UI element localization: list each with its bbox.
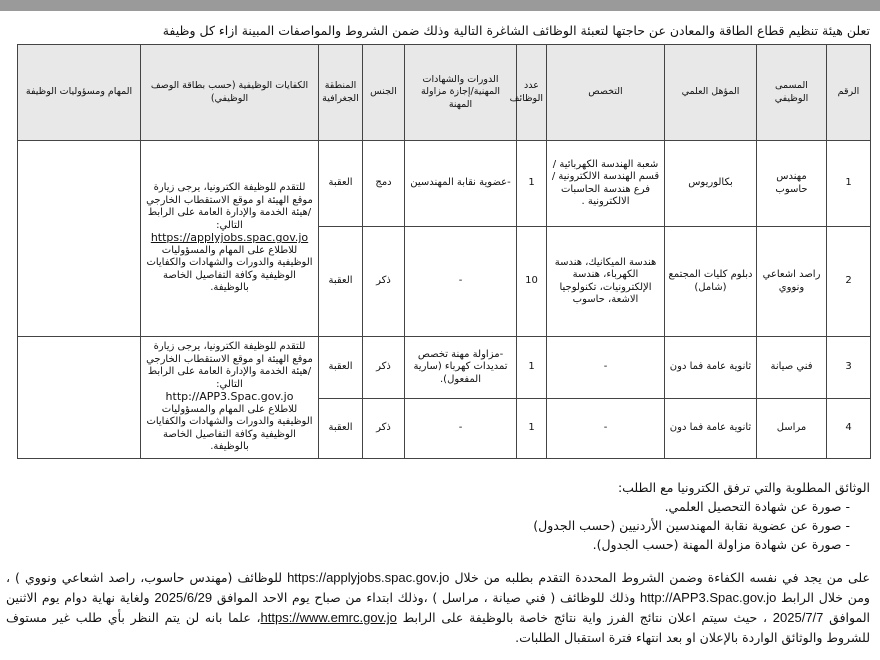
tasks-cell — [18, 141, 141, 337]
row-specialty: - — [547, 337, 665, 399]
row-qualification: بكالوريوس — [665, 141, 757, 227]
emrc-link[interactable]: https://www.emrc.gov.jo — [260, 610, 397, 625]
header-count: عدد الوظائف — [517, 45, 547, 141]
row-qualification: ثانوية عامة فما دون — [665, 399, 757, 459]
start-date: 2025/6/29 — [154, 590, 213, 605]
list-item: - صورة عن شهادة التحصيل العلمي. — [12, 497, 850, 516]
row-courses: - — [405, 399, 517, 459]
end-date: 2025/7/7 — [772, 610, 824, 625]
closing-text-6: ، علما بانه لن يتم النظر بأي طلب غير مستوف للشروط والوثائق الواردة بالإعلان او بعد انتهاء فترة استقبال الطلبات. — [6, 610, 870, 645]
documents-heading: الوثائق المطلوبة والتي ترفق الكترونيا مع الطلب: — [617, 480, 870, 495]
row-num: 4 — [827, 399, 871, 459]
closing-text-5: ، حيث سيتم اعلان نتائج الفرز واية نتائج خاصة بالوظيفة على الرابط — [402, 610, 768, 625]
row-region: العقبة — [319, 141, 363, 227]
table-row — [18, 141, 871, 227]
closing-text-2: للوظائف (مهندس حاسوب، راصد اشعاعي ونووي ) ، ومن خلال الرابط — [6, 570, 870, 605]
row-courses: - — [405, 227, 517, 337]
apply-instructions-text: للتقدم للوظيفة الكترونيا، يرجى زيارة موقع الهيئة او موقع الاستقطاب الخارجي /هيئة الخدمة والإدارة العامة على الرابط التالي: — [146, 182, 313, 231]
header-region: المنطقة الجغرافية — [319, 45, 363, 141]
row-num: 2 — [827, 227, 871, 337]
apply-details-text: للاطلاع على المهام والمسؤوليات الوظيفية والدورات والشهادات والكفايات الوظيفية وكافة التفاصيل الخاصة بالوظيفة. — [146, 403, 313, 453]
row-gender: ذكر — [363, 399, 405, 459]
row-num: 3 — [827, 337, 871, 399]
table-row — [18, 337, 871, 399]
header-gender: الجنس — [363, 45, 405, 141]
announcement-intro: تعلن هيئة تنظيم قطاع الطاقة والمعادن عن حاجتها لتعبئة الوظائف الشاغرة التالية وذلك ضمن الشروط والمواصفات المبينة ازاء كل وظيفة — [162, 23, 870, 38]
row-gender: ذكر — [363, 227, 405, 337]
header-title: المسمى الوظيفي — [757, 45, 827, 141]
row-gender: ذكر — [363, 337, 405, 399]
closing-text-1: على من يجد في نفسه الكفاءة وضمن الشروط المحددة التقدم بطلبه من خلال — [454, 570, 870, 585]
row-region: العقبة — [319, 399, 363, 459]
documents-list — [12, 497, 870, 554]
header-courses: الدورات والشهادات المهنية/إجازة مزاولة المهنة — [405, 45, 517, 141]
apply-instructions-cell — [141, 337, 319, 459]
row-region: العقبة — [319, 227, 363, 337]
row-num: 1 — [827, 141, 871, 227]
applyjobs-link[interactable]: https://applyjobs.spac.gov.jo — [287, 570, 450, 585]
header-qualification: المؤهل العلمي — [665, 45, 757, 141]
row-specialty: - — [547, 399, 665, 459]
row-specialty: هندسة الميكانيك، هندسة الكهرباء، هندسة الإلكترونيات، تكنولوجيا الاشعة، حاسوب — [547, 227, 665, 337]
header-specialty: التخصص — [547, 45, 665, 141]
row-title: فني صيانة — [757, 337, 827, 399]
list-item: - صورة عن عضوية نقابة المهندسين الأردنيين (حسب الجدول) — [12, 516, 850, 535]
closing-text-4: ولغاية نهاية دوام يوم الاثنين الموافق — [6, 590, 870, 625]
row-count: 1 — [517, 141, 547, 227]
row-courses: -عضوية نقابة المهندسين — [405, 141, 517, 227]
list-item: - صورة عن شهادة مزاولة المهنة (حسب الجدول). — [12, 535, 850, 554]
row-title: مراسل — [757, 399, 827, 459]
tasks-cell — [18, 337, 141, 459]
app3-link[interactable]: http://APP3.Spac.gov.jo — [639, 590, 777, 605]
row-region: العقبة — [319, 337, 363, 399]
header-competencies: الكفايات الوظيفية (حسب بطاقة الوصف الوظيفي) — [141, 45, 319, 141]
apply-link[interactable]: https://applyjobs.spac.gov.jo — [150, 231, 309, 245]
required-documents — [12, 478, 870, 554]
row-qualification: دبلوم كليات المجتمع (شامل) — [665, 227, 757, 337]
apply-instructions-text: للتقدم للوظيفة الكترونيا، يرجى زيارة موقع الهيئة او موقع الاستقطاب الخارجي /هيئة الخدمة والإدارة العامة على الرابط التالي: — [146, 341, 313, 390]
row-gender: دمج — [363, 141, 405, 227]
jobs-table — [17, 44, 871, 459]
header-num: الرقم — [827, 45, 871, 141]
closing-text-3: وذلك للوظائف ( فني صيانة ، مراسل ) ،وذلك ابتداء من صباح يوم الاحد الموافق — [216, 590, 636, 605]
row-title: راصد اشعاعي ونووي — [757, 227, 827, 337]
top-banner-strip — [0, 0, 880, 11]
row-title: مهندس حاسوب — [757, 141, 827, 227]
row-qualification: ثانوية عامة فما دون — [665, 337, 757, 399]
table-header-row — [18, 45, 871, 141]
apply-instructions-cell — [141, 141, 319, 337]
apply-details-text: للاطلاع على المهام والمسؤوليات الوظيفية والدورات والشهادات والكفايات الوظيفية وكافة التفاصيل الخاصة بالوظيفة. — [146, 244, 313, 294]
row-count: 10 — [517, 227, 547, 337]
row-count: 1 — [517, 337, 547, 399]
row-courses: -مزاولة مهنة تخصص تمديدات كهرباء (سارية المفعول). — [405, 337, 517, 399]
row-specialty: شعبة الهندسة الكهربائية /قسم الهندسة الالكترونية / فرع هندسة الحاسبات الالكترونية . — [547, 141, 665, 227]
row-count: 1 — [517, 399, 547, 459]
apply-link[interactable]: http://APP3.Spac.gov.jo — [165, 390, 294, 404]
closing-paragraph — [6, 568, 870, 648]
header-tasks: المهام ومسؤوليات الوظيفة — [18, 45, 141, 141]
